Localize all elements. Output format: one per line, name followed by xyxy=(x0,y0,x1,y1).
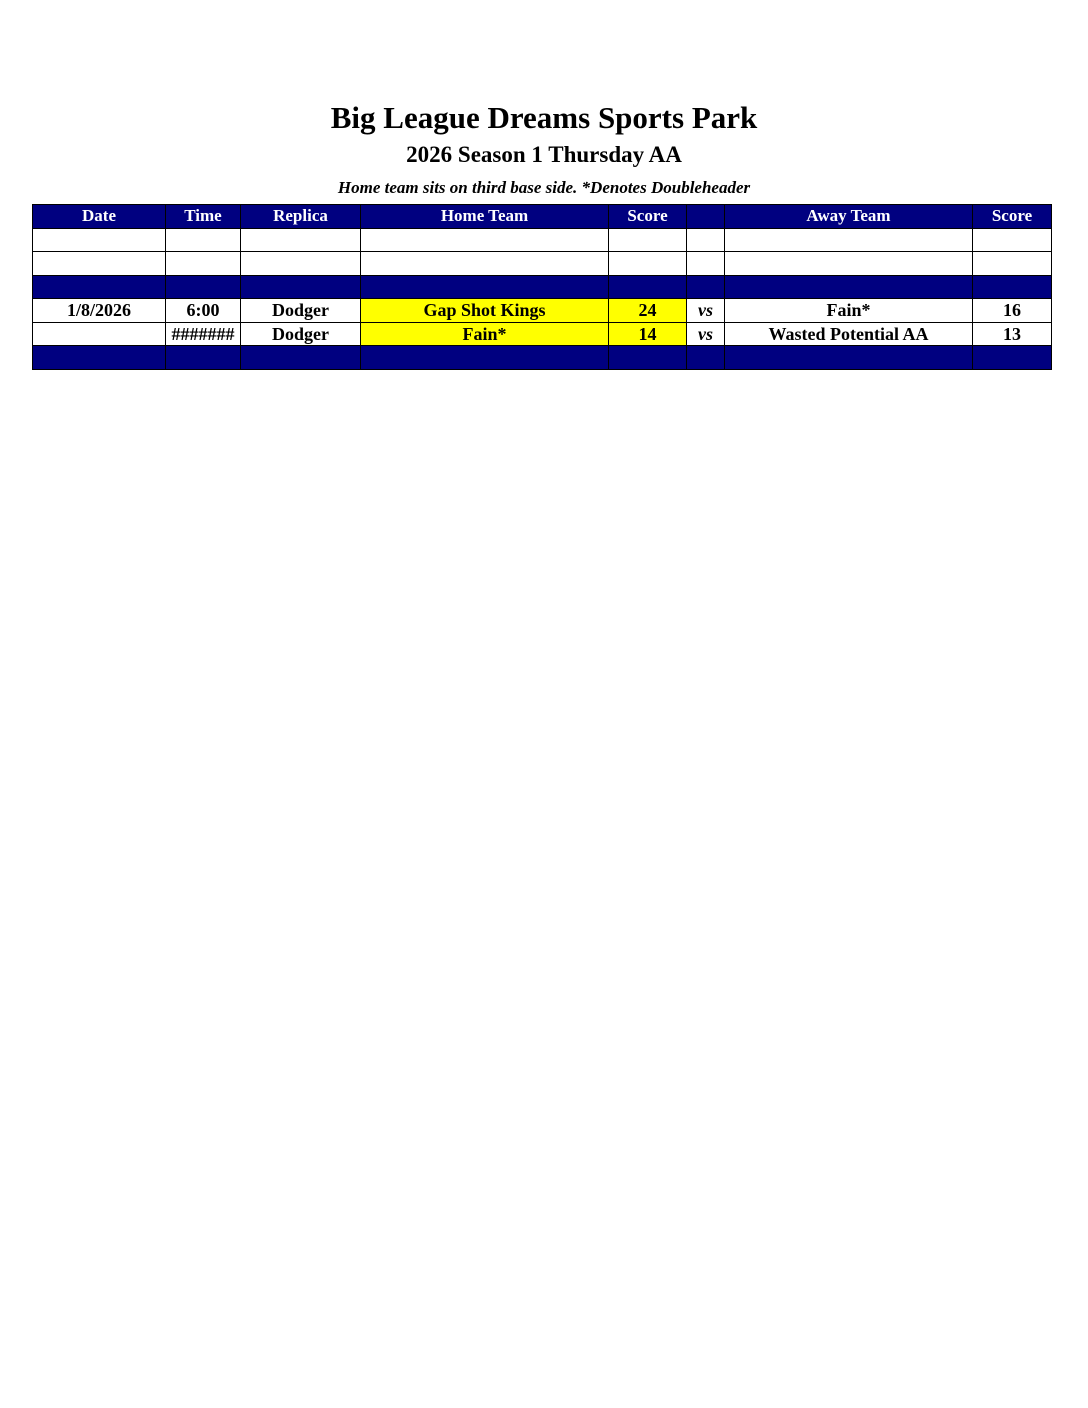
band-cell xyxy=(687,346,725,370)
versus-label: vs xyxy=(687,299,725,323)
home-team: Gap Shot Kings xyxy=(361,299,609,323)
game-row xyxy=(33,322,1052,346)
column-header-away-team: Away Team xyxy=(725,205,973,229)
band-cell xyxy=(361,346,609,370)
column-header-home-score: Score xyxy=(609,205,687,229)
empty-cell xyxy=(33,252,166,276)
empty-cell xyxy=(687,252,725,276)
empty-row xyxy=(33,228,1052,252)
empty-cell xyxy=(361,228,609,252)
away-score: 16 xyxy=(973,299,1052,323)
game-time: 6:00 xyxy=(166,299,241,323)
empty-cell xyxy=(241,252,361,276)
separator-band-row xyxy=(33,275,1052,299)
column-header-date: Date xyxy=(33,205,166,229)
column-header-time: Time xyxy=(166,205,241,229)
empty-cell xyxy=(687,228,725,252)
game-replica: Dodger xyxy=(241,322,361,346)
empty-cell xyxy=(166,252,241,276)
page-subtitle: 2026 Season 1 Thursday AA xyxy=(406,142,682,167)
away-team: Fain* xyxy=(725,299,973,323)
away-score: 13 xyxy=(973,322,1052,346)
empty-cell xyxy=(166,228,241,252)
band-cell xyxy=(973,275,1052,299)
band-cell xyxy=(241,275,361,299)
empty-cell xyxy=(609,228,687,252)
empty-cell xyxy=(973,252,1052,276)
empty-cell xyxy=(241,228,361,252)
home-score: 14 xyxy=(609,322,687,346)
column-header-vs xyxy=(687,205,725,229)
versus-label: vs xyxy=(687,322,725,346)
page-note: Home team sits on third base side. *Denotes Doubleheader xyxy=(337,178,751,197)
empty-cell xyxy=(725,228,973,252)
home-score: 24 xyxy=(609,299,687,323)
game-date xyxy=(33,322,166,346)
band-cell xyxy=(609,275,687,299)
empty-cell xyxy=(973,228,1052,252)
band-cell xyxy=(725,275,973,299)
game-time: ####### xyxy=(166,322,241,346)
header-row xyxy=(33,205,1052,229)
empty-cell xyxy=(609,252,687,276)
schedule-table xyxy=(32,204,1052,370)
band-cell xyxy=(166,275,241,299)
band-cell xyxy=(609,346,687,370)
away-team: Wasted Potential AA xyxy=(725,322,973,346)
band-cell xyxy=(361,275,609,299)
column-header-away-score: Score xyxy=(973,205,1052,229)
band-cell xyxy=(33,275,166,299)
game-replica: Dodger xyxy=(241,299,361,323)
band-cell xyxy=(973,346,1052,370)
page-title: Big League Dreams Sports Park xyxy=(330,100,758,135)
empty-cell xyxy=(725,252,973,276)
column-header-home-team: Home Team xyxy=(361,205,609,229)
game-row xyxy=(33,299,1052,323)
band-cell xyxy=(166,346,241,370)
game-date: 1/8/2026 xyxy=(33,299,166,323)
separator-band-row xyxy=(33,346,1052,370)
band-cell xyxy=(33,346,166,370)
band-cell xyxy=(725,346,973,370)
empty-cell xyxy=(361,252,609,276)
home-team: Fain* xyxy=(361,322,609,346)
empty-row xyxy=(33,252,1052,276)
band-cell xyxy=(241,346,361,370)
band-cell xyxy=(687,275,725,299)
empty-cell xyxy=(33,228,166,252)
column-header-replica: Replica xyxy=(241,205,361,229)
